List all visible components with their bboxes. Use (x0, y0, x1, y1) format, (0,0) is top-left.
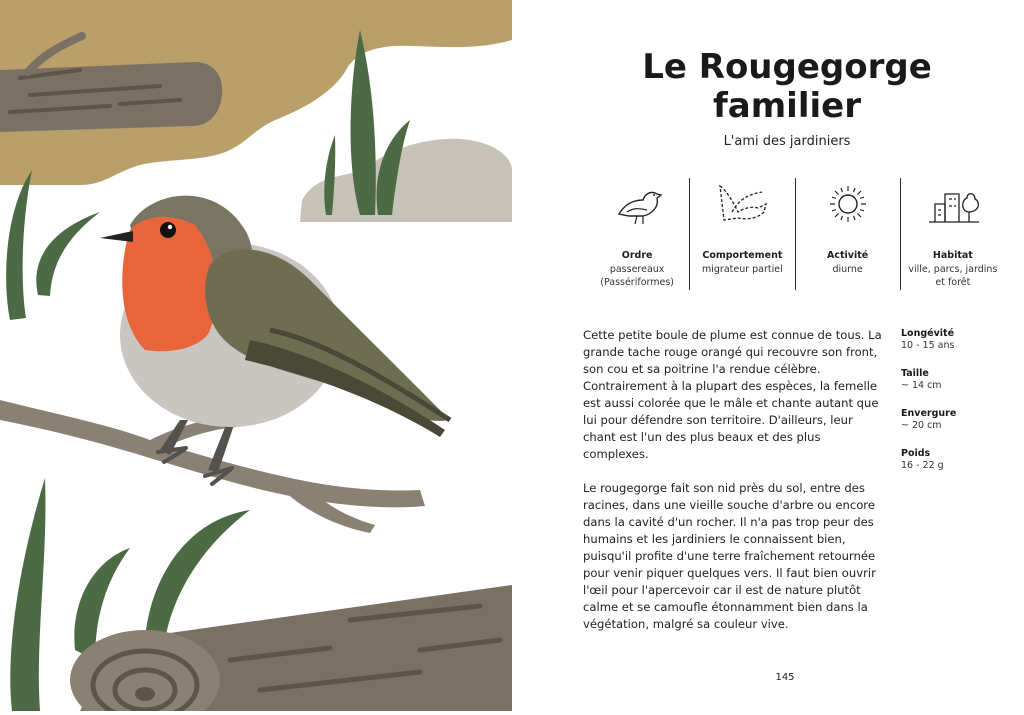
fact-activite (795, 178, 900, 290)
facts-strip (585, 178, 1005, 290)
fact-label: Ordre (621, 250, 653, 261)
stat-value: 10 - 15 ans (901, 340, 955, 351)
stat-poids (901, 448, 1011, 472)
fact-habitat (900, 178, 1005, 290)
stats-column (901, 328, 1011, 488)
page-number: 145 (775, 672, 795, 683)
page-title-line2: familier (713, 86, 861, 126)
stat-label: Taille (901, 368, 929, 379)
fact-value: passereaux (Passériformes) (600, 264, 675, 288)
page-title (512, 48, 1024, 126)
fact-label: Comportement (702, 250, 783, 261)
fact-value: diurne (832, 264, 863, 275)
fact-comportement (689, 178, 794, 290)
robin-illustration (0, 0, 512, 711)
stat-value: ~ 14 cm (901, 380, 942, 391)
house-tree-icon (925, 182, 981, 226)
fact-value: migrateur partiel (701, 264, 783, 275)
body-paragraph-2: Le rougegorge fait son nid près du sol, entre des racines, dans une vieille souche d'arbre ou encore dans la cavité d'un rocher. Il n'a pas trop peur des humains et les jardiniers le connaissent bien, puisqu'il profite d'une terre fraîchement retournée pour venir piquer quelques vers. Il faut bien ouvrir l'œil pour l'apercevoir car il est de nature plutôt calme et se camoufle étonnamment bien dans la végétation, malgré sa couleur vive. (583, 481, 876, 631)
stat-taille (901, 368, 1011, 392)
sun-icon (820, 182, 876, 226)
stat-envergure (901, 408, 1011, 432)
bottom-log (70, 585, 512, 711)
stat-value: ~ 20 cm (901, 420, 942, 431)
grass-left (6, 170, 100, 320)
stat-label: Envergure (901, 408, 957, 419)
body-text (583, 327, 889, 650)
fact-label: Habitat (932, 250, 973, 261)
perched-bird-icon (609, 182, 665, 226)
stat-label: Poids (901, 448, 931, 459)
stat-label: Longévité (901, 328, 955, 339)
body-paragraph-1: Cette petite boule de plume est connue de tous. La grande tache rouge orangé qui recouvre son front, son cou et sa poitrine l'a rendue célèbre. Contrairement à la plupart des espèces, la femelle est aussi colorée que le mâle et chante autant que lui pour défendre son territoire. D'ailleurs, leur chant est l'un des plus beaux et des plus complexes. (583, 328, 882, 461)
text-page (512, 0, 1024, 711)
fact-ordre (585, 178, 689, 290)
flying-bird-icon (714, 182, 770, 226)
page-subtitle: L'ami des jardiniers (723, 134, 851, 149)
fact-label: Activité (827, 250, 869, 261)
stat-value: 16 - 22 g (901, 460, 944, 471)
stat-longevite (901, 328, 1011, 352)
fact-value: ville, parcs, jardins et forêt (908, 264, 998, 288)
page-title-line1: Le Rougegorge (642, 47, 932, 87)
